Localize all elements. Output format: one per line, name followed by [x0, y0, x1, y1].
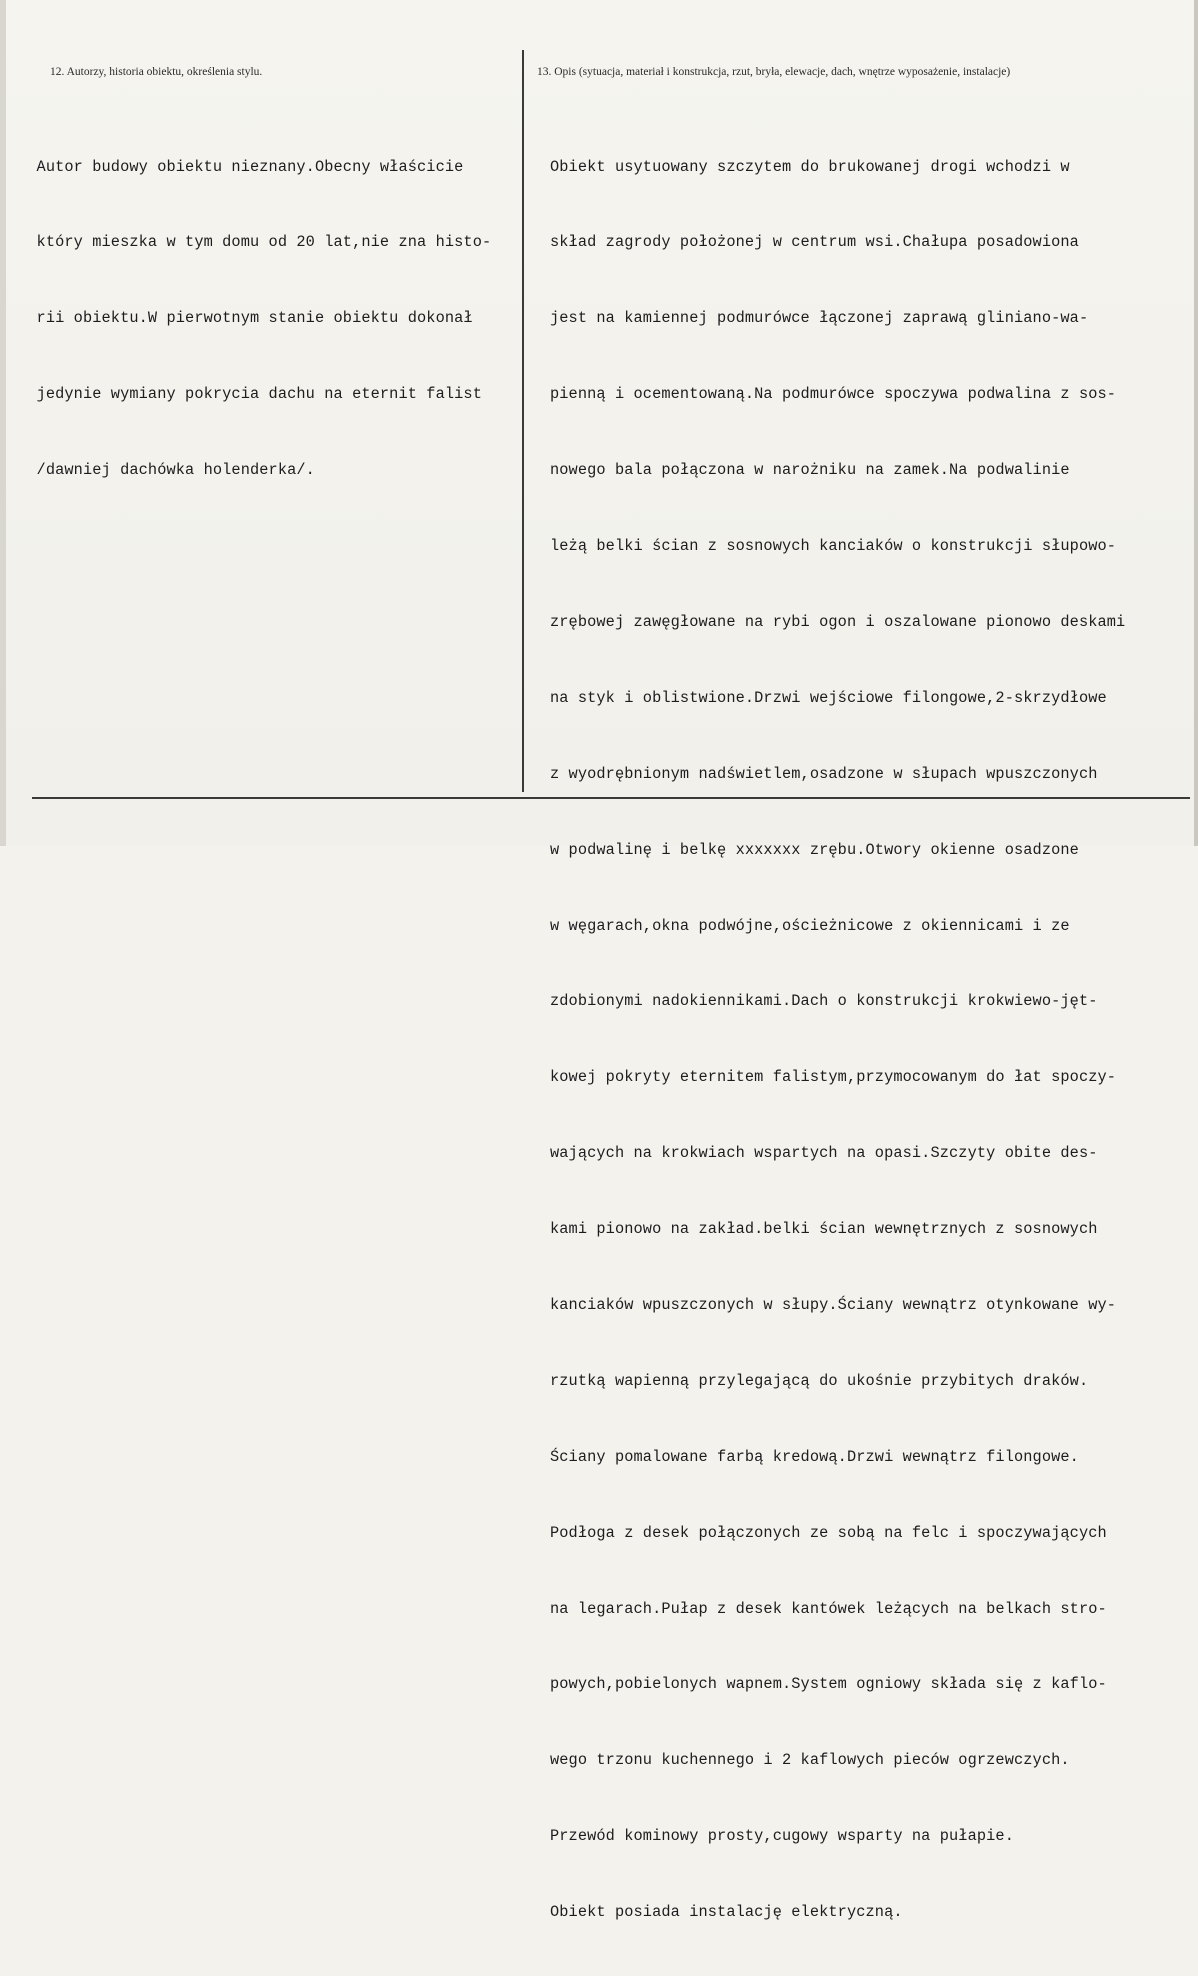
- section-13-line: Przewód kominowy prosty,cugowy wsparty na pułapie.: [550, 1827, 1014, 1846]
- section-12-text: [18, 104, 518, 534]
- section-13-line: nowego bala połączona w narożniku na zamek.Na podwalinie: [550, 461, 1070, 480]
- section-13-line: jest na kamiennej podmurówce łączonej zaprawą gliniano-wa-: [550, 309, 1089, 328]
- section-13-line: kowej pokryty eternitem falistym,przymocowanym do łat spoczy-: [550, 1068, 1117, 1087]
- section-13-line: wego trzonu kuchennego i 2 kaflowych pieców ogrzewczych.: [550, 1751, 1070, 1770]
- section-13-line: na legarach.Pułap z desek kantówek leżących na belkach stro-: [550, 1599, 1107, 1618]
- section-13-line: Obiekt posiada instalację elektryczną.: [550, 1903, 903, 1922]
- section-13-line: w węgarach,okna podwójne,ościeżnicowe z okiennicami i ze: [550, 916, 1070, 935]
- page-right-edge: [1194, 0, 1198, 846]
- section-13-heading: 13. Opis (sytuacja, materiał i konstrukcja, rzut, bryła, elewacje, dach, wnętrze wyposażenie, instalacje): [537, 66, 1011, 78]
- section-13-line: kami pionowo na zakład.belki ścian wewnętrznych z sosnowych: [550, 1220, 1098, 1239]
- section-13-line: z wyodrębnionym nadświetlem,osadzone w słupach wpuszczonych: [550, 764, 1098, 783]
- section-12-line: /dawniej dachówka holenderka/.: [18, 461, 315, 480]
- section-13-line: w podwalinę i belkę xxxxxxx zrębu.Otwory okienne osadzone: [550, 840, 1079, 859]
- section-12-line: jedynie wymiany pokrycia dachu na eternit falist: [18, 385, 482, 404]
- column-divider: [522, 50, 524, 792]
- section-13-line: wających na krokwiach wspartych na opasi.Szczyty obite des-: [550, 1144, 1098, 1163]
- section-12-line: Autor budowy obiektu nieznany.Obecny właścicie: [18, 157, 464, 176]
- section-13-line: skład zagrody położonej w centrum wsi.Chałupa posadowiona: [550, 233, 1079, 252]
- section-13-line: Obiekt usytuowany szczytem do brukowanej drogi wchodzi w: [550, 157, 1070, 176]
- section-13-line: rzutką wapienną przylegającą do ukośnie przybitych draków.: [550, 1371, 1089, 1390]
- section-13-line: powych,pobielonych wapnem.System ogniowy składa się z kaflo-: [550, 1675, 1107, 1694]
- section-13-line: Podłoga z desek połączonych ze sobą na felc i spoczywających: [550, 1523, 1107, 1542]
- section-12-line: który mieszka w tym domu od 20 lat,nie zna histo-: [18, 233, 492, 252]
- section-12-line: rii obiektu.W pierwotnym stanie obiektu dokonał: [18, 309, 473, 328]
- section-13-line: leżą belki ścian z sosnowych kanciaków o konstrukcji słupowo-: [550, 537, 1117, 556]
- section-13-text: [550, 104, 1190, 1976]
- section-12-heading: 12. Autorzy, historia obiektu, określenia stylu.: [50, 66, 263, 78]
- section-13-line: zdobionymi nadokiennikami.Dach o konstrukcji krokwiewo-jęt-: [550, 992, 1098, 1011]
- section-13-line: zrębowej zawęgłowane na rybi ogon i oszalowane pionowo deskami: [550, 612, 1126, 631]
- section-13-line: pienną i ocementowaną.Na podmurówce spoczywa podwalina z sos-: [550, 385, 1117, 404]
- section-13-line: kanciaków wpuszczonych w słupy.Ściany wewnątrz otynkowane wy-: [550, 1295, 1117, 1314]
- section-13-line: na styk i oblistwione.Drzwi wejściowe filongowe,2-skrzydłowe: [550, 688, 1107, 707]
- section-13-line: Ściany pomalowane farbą kredową.Drzwi wewnątrz filongowe.: [550, 1447, 1079, 1466]
- page-left-edge: [0, 0, 6, 846]
